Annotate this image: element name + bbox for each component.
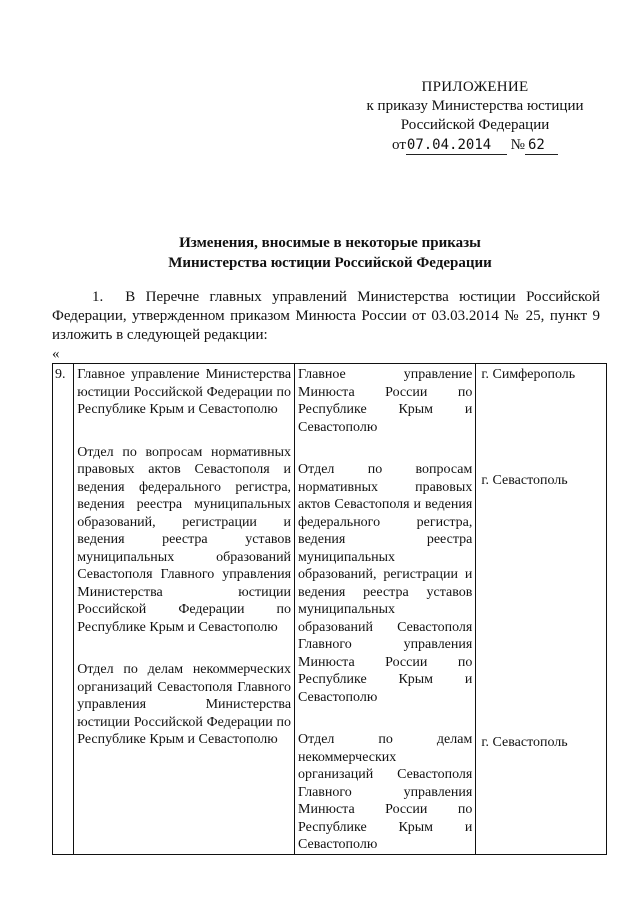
city-entry-2: г. Севастополь <box>481 472 568 488</box>
full-name-entry-1: Главное управление Министерства юстиции Российской Федерации по Республике Крым и Севастополю <box>77 367 292 417</box>
heading-line-1: Изменения, вносимые в некоторые приказы <box>179 235 481 251</box>
city-entry-1: г. Симферополь <box>481 367 576 382</box>
city-cell <box>476 364 607 855</box>
number-prefix: № <box>510 137 525 153</box>
short-name-entry-1: Главное управление Минюста России по Республике Крым и Севастополю <box>298 367 473 435</box>
full-name-entry-2: Отдел по вопросам нормативных правовых актов Севастополя и ведения федерального регистра, ведения реестра муниципальных образований, регистрации и ведения реестра уставов муниципальных образований Севастополя Главного управления Министерства юстиции Российской Федерации по Республике Крым и Севастополю <box>77 444 292 635</box>
full-name-entry-3: Отдел по делам некоммерческих организаций Севастополя Главного управления Министерства юстиции Российской Федерации по Республике Крым и Севастополю <box>77 662 292 747</box>
short-name-entry-2: Отдел по вопросам нормативных правовых актов Севастополя и ведения федерального регистра, ведения реестра муниципальных образований, регистрации и ведения реестра уставов муниципальных образований Севастополя Главного управления Минюста России по Республике Крым и Севастополю <box>298 462 473 705</box>
departments-table <box>52 363 607 855</box>
appendix-date-number <box>350 136 600 155</box>
document-heading <box>60 233 600 273</box>
appendix-title: ПРИЛОЖЕНИЕ <box>421 79 529 95</box>
order-number: 62 <box>525 137 558 155</box>
appendix-line-order: к приказу Министерства юстиции <box>366 98 584 114</box>
full-name-cell <box>74 364 295 855</box>
amendment-paragraph <box>52 288 600 345</box>
paragraph-text: В Перечне главных управлений Министерства юстиции Российской Федерации, утвержденном приказом Минюста России от 03.03.2014 № 25, пункт 9 изложить в следующей редакции: <box>52 289 600 343</box>
appendix-block <box>350 78 600 155</box>
heading-line-2: Министерства юстиции Российской Федерации <box>168 255 492 271</box>
order-date: 07.04.2014 <box>406 137 507 155</box>
row-number: 9. <box>55 367 66 382</box>
opening-quote: « <box>52 346 60 362</box>
short-name-cell <box>295 364 476 855</box>
city-entry-3: г. Севастополь <box>481 735 568 750</box>
paragraph-number: 1. <box>92 289 104 305</box>
short-name-entry-3: Отдел по делам некоммерческих организаций Севастополя Главного управления Минюста России по Республике Крым и Севастополю <box>298 732 473 852</box>
table-row <box>53 364 607 855</box>
row-number-cell <box>53 364 74 855</box>
date-prefix: от <box>392 137 406 153</box>
appendix-line-country: Российской Федерации <box>400 117 550 133</box>
